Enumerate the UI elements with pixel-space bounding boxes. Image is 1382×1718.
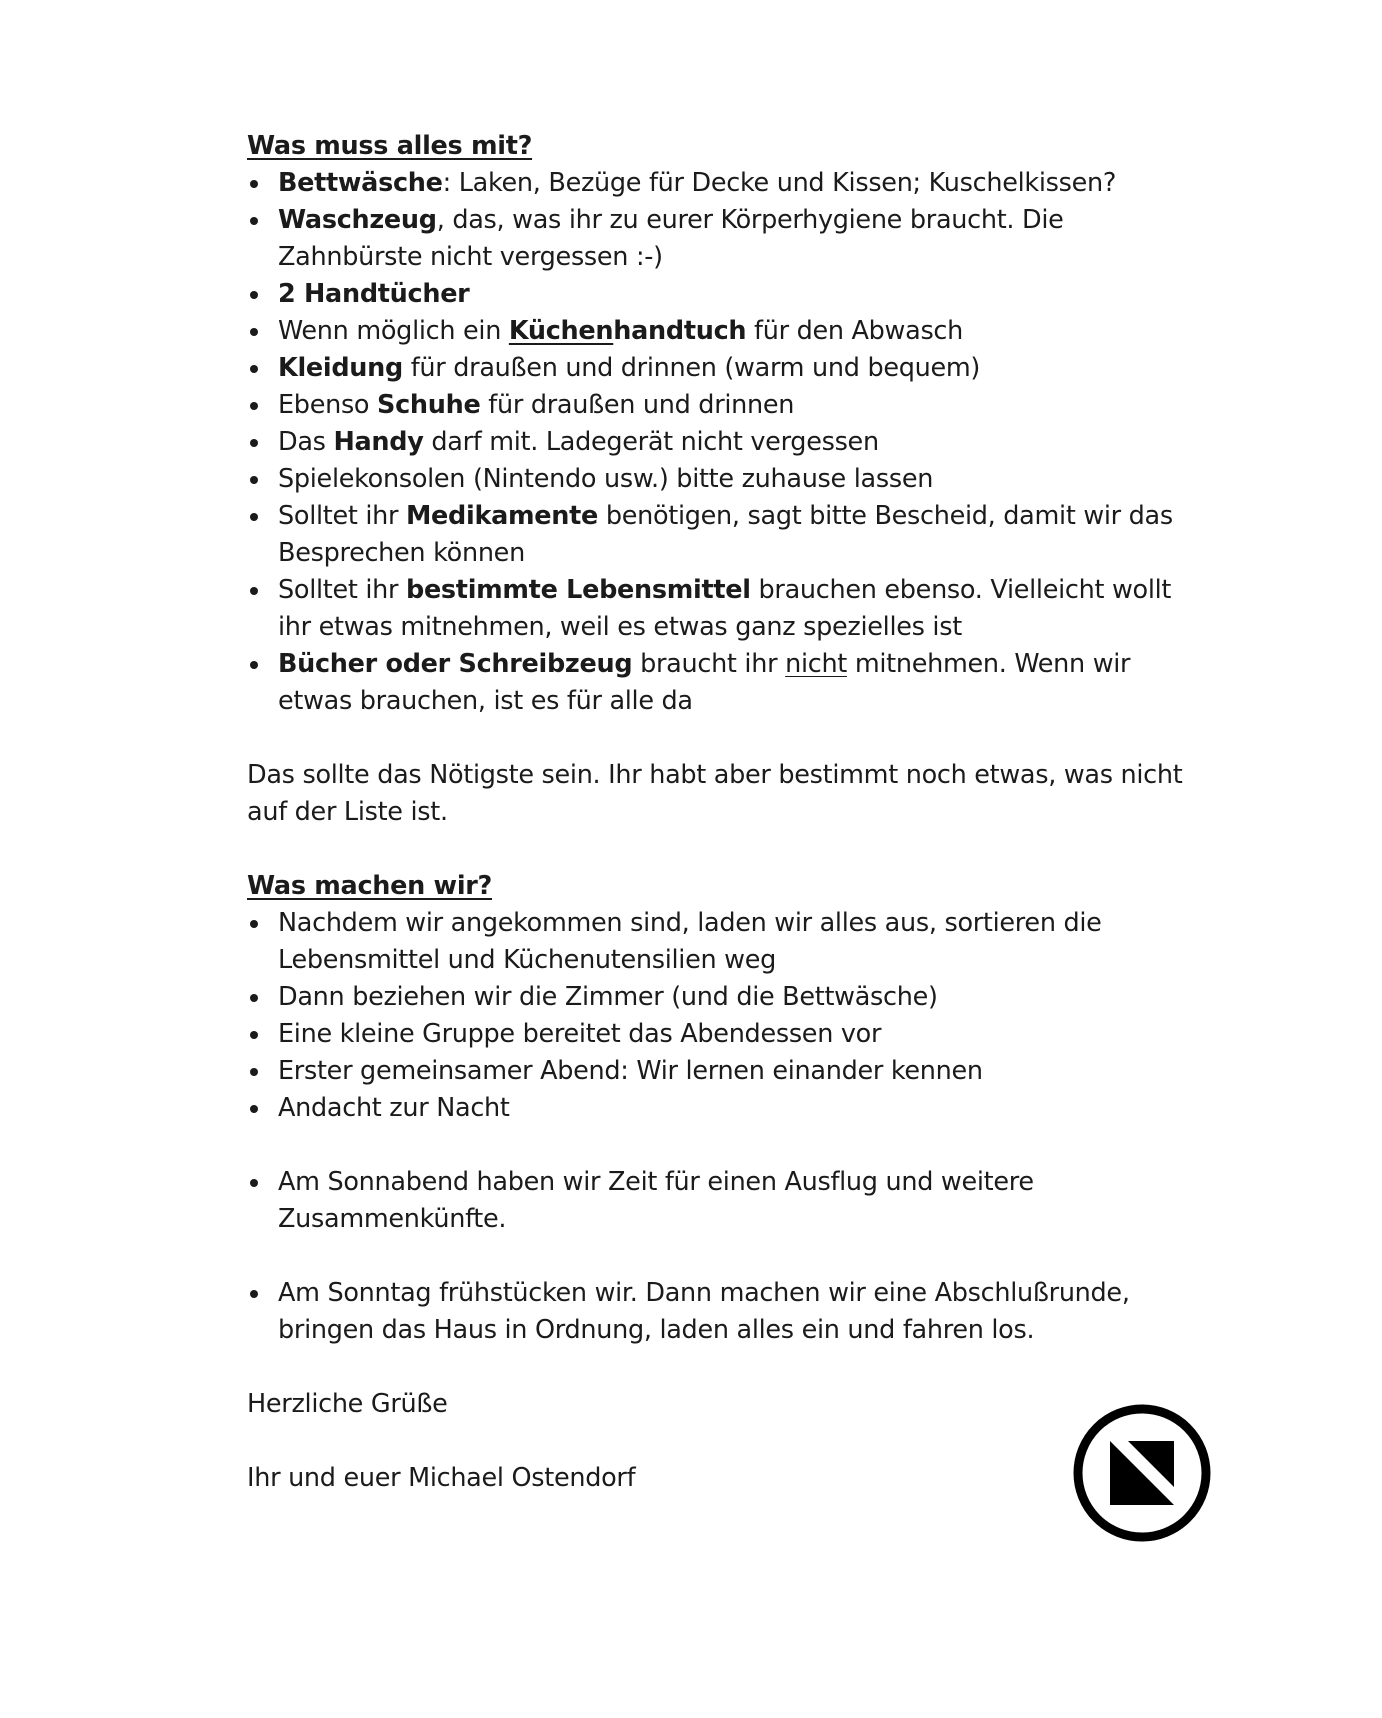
text-run: brauchen ebenso. Vielleicht wollt ihr etwas mitnehmen, weil es etwas ganz spezielles ist: [278, 575, 1172, 642]
text-run: für draußen und drinnen (warm und bequem): [402, 353, 981, 383]
text-run: Wenn möglich ein: [278, 316, 509, 346]
text-run: Das: [278, 427, 334, 457]
list-item: [247, 165, 1207, 202]
bold-text: Kleidung: [278, 353, 403, 383]
text-run: , das, was ihr zu eurer Körperhygiene braucht. Die Zahnbürste nicht vergessen :-): [278, 205, 1064, 272]
sunday-list: [247, 1275, 1207, 1349]
list-item: [247, 313, 1207, 350]
text-run: braucht ihr: [632, 649, 786, 679]
text-run: Ebenso: [278, 390, 378, 420]
text-run: für den Abwasch: [746, 316, 964, 346]
list-item: [247, 350, 1207, 387]
note-paragraph: Das sollte das Nötigste sein. Ihr habt aber bestimmt noch etwas, was nicht auf der Liste ist.: [247, 760, 1183, 827]
text-run: : Laken, Bezüge für Decke und Kissen; Kuschelkissen?: [442, 168, 1117, 198]
list-item: [247, 202, 1207, 276]
list-item: [247, 461, 1207, 498]
document-page: [247, 128, 1207, 1497]
section-heading-activities: Was machen wir?: [247, 871, 493, 901]
list-item: [247, 646, 1207, 720]
list-item: Nachdem wir angekommen sind, laden wir alles aus, sortieren die Lebensmittel und Küchenutensilien weg: [247, 905, 1207, 979]
list-item: [247, 424, 1207, 461]
list-item: Eine kleine Gruppe bereitet das Abendessen vor: [247, 1016, 1207, 1053]
list-item: Dann beziehen wir die Zimmer (und die Bettwäsche): [247, 979, 1207, 1016]
bold-text: Schuhe: [377, 390, 481, 420]
activities-list: [247, 905, 1207, 1127]
circle-slash-logo-icon: [1072, 1403, 1212, 1543]
bold-text: 2 Handtücher: [278, 279, 470, 309]
list-item: [247, 387, 1207, 424]
text-run: für draußen und drinnen: [480, 390, 795, 420]
bold-text: Waschzeug: [278, 205, 437, 235]
closing-greeting: Herzliche Grüße: [247, 1389, 448, 1419]
bold-text: bestimmte Lebensmittel: [405, 575, 751, 605]
bold-text: Bettwäsche: [278, 168, 443, 198]
closing-signature: Ihr und euer Michael Ostendorf: [247, 1463, 636, 1493]
list-item-saturday: Am Sonnabend haben wir Zeit für einen Ausflug und weitere Zusammenkünfte.: [247, 1164, 1207, 1238]
bold-text: Bücher oder Schreibzeug: [278, 649, 633, 679]
section-heading-packing: Was muss alles mit?: [247, 131, 533, 161]
list-item: [247, 498, 1207, 572]
list-item: Andacht zur Nacht: [247, 1090, 1207, 1127]
list-item: [247, 572, 1207, 646]
text-run: Spielekonsolen (Nintendo usw.) bitte zuhause lassen: [278, 464, 934, 494]
text-run: Solltet ihr: [278, 501, 406, 531]
list-item: [247, 276, 1207, 313]
list-item-sunday: Am Sonntag frühstücken wir. Dann machen wir eine Abschlußrunde, bringen das Haus in Ordnung, laden alles ein und fahren los.: [247, 1275, 1207, 1349]
bold-text: Medikamente: [405, 501, 599, 531]
text-run: benötigen, sagt bitte Bescheid, damit wir das Besprechen können: [278, 501, 1173, 568]
bold-text: Handy: [333, 427, 424, 457]
bold-text: handtuch: [613, 316, 747, 346]
list-item: Erster gemeinsamer Abend: Wir lernen einander kennen: [247, 1053, 1207, 1090]
underlined-text: nicht: [785, 649, 848, 679]
text-run: Solltet ihr: [278, 575, 406, 605]
text-run: darf mit. Ladegerät nicht vergessen: [423, 427, 879, 457]
bold-underlined-text: Küchen: [508, 316, 614, 346]
packing-list: [247, 165, 1207, 720]
text-run: mitnehmen. Wenn wir etwas brauchen, ist es für alle da: [278, 649, 1131, 716]
saturday-list: [247, 1164, 1207, 1238]
